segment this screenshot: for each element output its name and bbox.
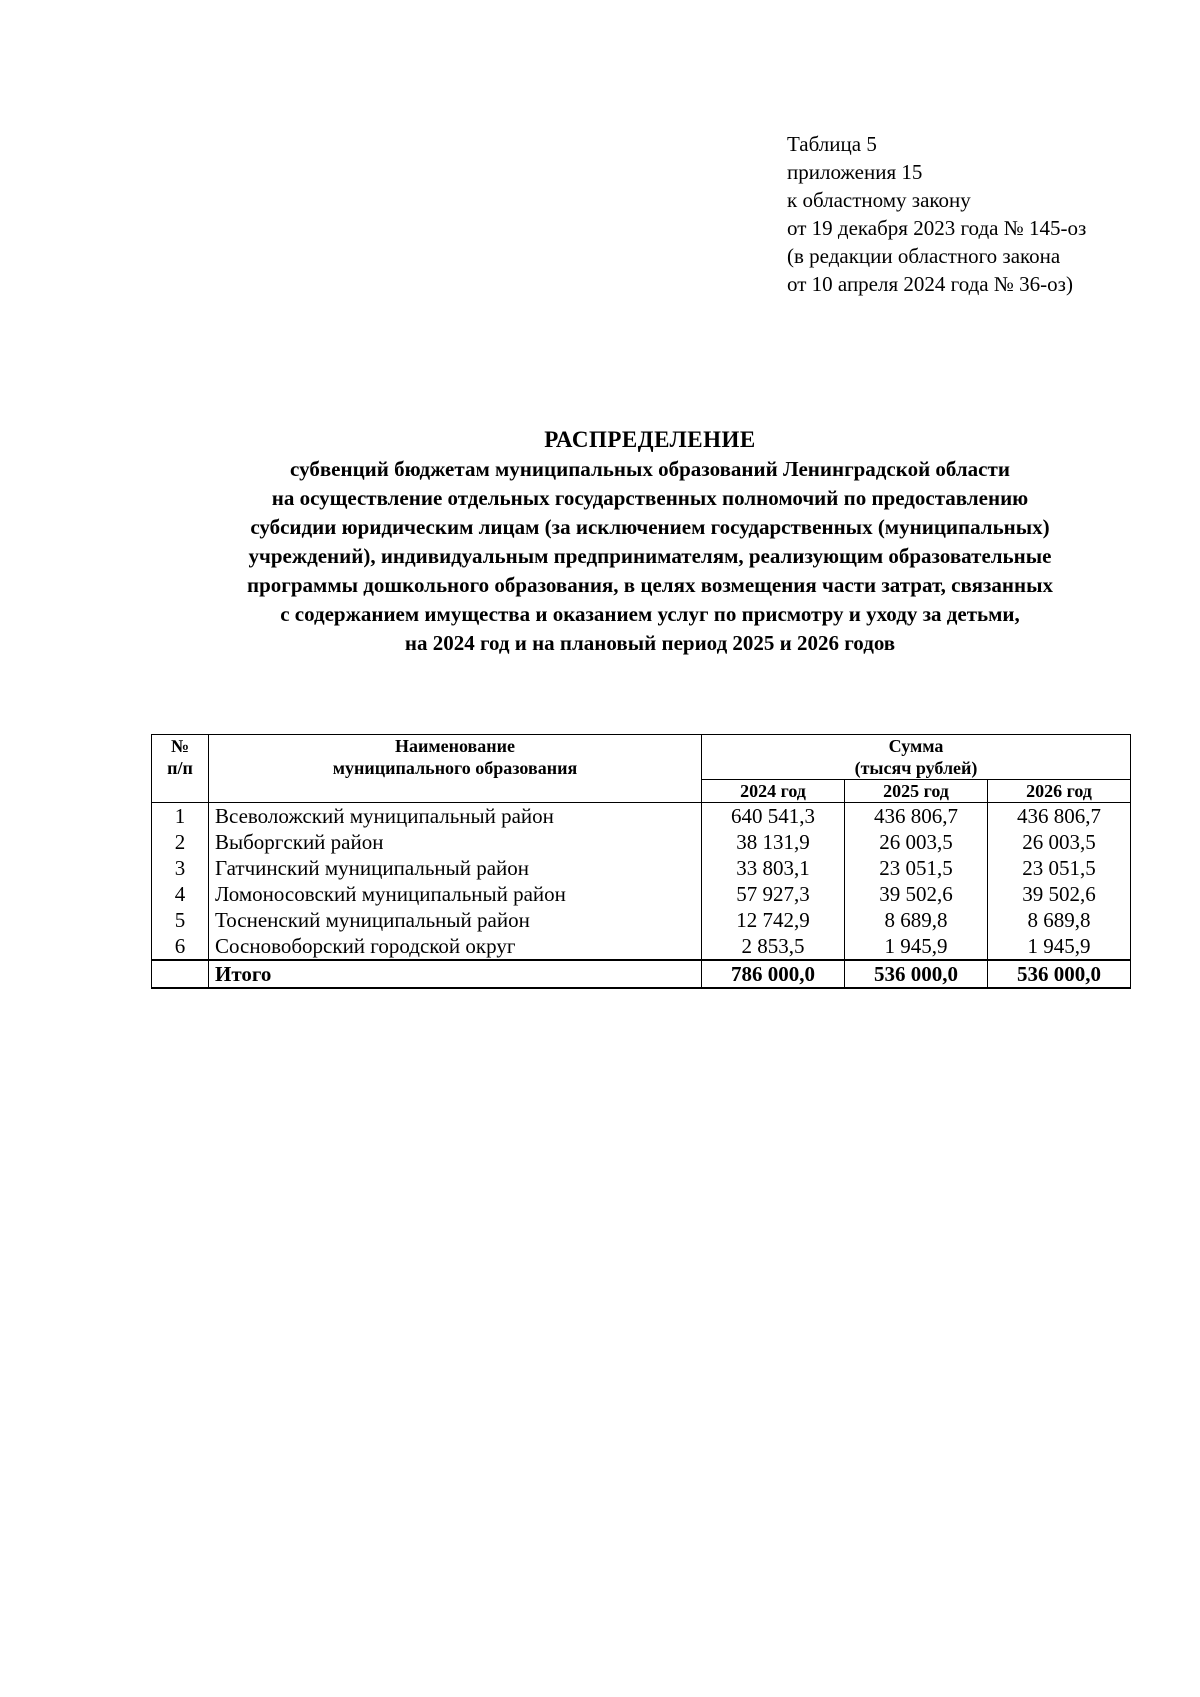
table-row [152,803,1131,830]
row-value-2024: 33 803,1 [702,855,845,881]
table-total-row [152,960,1131,988]
row-municipality: Тосненский муниципальный район [209,907,702,933]
row-value-2026: 8 689,8 [988,907,1131,933]
row-value-2025: 26 003,5 [845,829,988,855]
row-value-2026: 39 502,6 [988,881,1131,907]
header-year-2024: 2024 год [702,780,845,803]
row-value-2024: 38 131,9 [702,829,845,855]
row-municipality: Гатчинский муниципальный район [209,855,702,881]
row-value-2025: 39 502,6 [845,881,988,907]
table-row [152,907,1131,933]
row-number: 6 [152,933,209,960]
title-line-2: на осуществление отдельных государственных полномочий по предоставлению [271,486,1029,510]
row-value-2025: 23 051,5 [845,855,988,881]
document-title [60,425,1200,658]
row-number: 2 [152,829,209,855]
header-line-law-date: от 19 декабря 2023 года № 145-оз [787,216,1087,240]
row-value-2024: 12 742,9 [702,907,845,933]
title-line-4: учреждений), индивидуальным предпринимателям, реализующим образовательные [248,544,1052,568]
row-number: 3 [152,855,209,881]
title-main: РАСПРЕДЕЛЕНИЕ [544,427,756,452]
row-municipality: Ломоносовский муниципальный район [209,881,702,907]
header-line-appendix: приложения 15 [787,160,923,184]
row-value-2024: 2 853,5 [702,933,845,960]
total-number [152,960,209,988]
row-value-2025: 436 806,7 [845,803,988,830]
row-value-2024: 640 541,3 [702,803,845,830]
title-line-5: программы дошкольного образования, в целях возмещения части затрат, связанных [247,573,1053,597]
row-value-2026: 436 806,7 [988,803,1131,830]
row-value-2026: 1 945,9 [988,933,1131,960]
row-municipality: Сосновоборский городской округ [209,933,702,960]
table-row [152,829,1131,855]
row-value-2024: 57 927,3 [702,881,845,907]
header-line-table-number: Таблица 5 [787,132,877,156]
row-number: 5 [152,907,209,933]
title-line-7: на 2024 год и на плановый период 2025 и 2026 годов [404,631,896,655]
table-row [152,933,1131,960]
header-year-2026: 2026 год [988,780,1131,803]
row-value-2025: 8 689,8 [845,907,988,933]
header-municipality: Наименование муниципального образования [209,735,702,803]
row-municipality: Выборгский район [209,829,702,855]
header-line-edition: (в редакции областного закона [787,244,1061,268]
header-line-edition-date: от 10 апреля 2024 года № 36-оз) [787,272,1073,296]
distribution-table [151,734,1131,989]
total-value-2024: 786 000,0 [702,960,845,988]
row-value-2025: 1 945,9 [845,933,988,960]
title-line-3: субсидии юридическим лицам (за исключением государственных (муниципальных) [250,515,1050,539]
header-sum: Сумма (тысяч рублей) [702,735,1131,780]
row-number: 4 [152,881,209,907]
header-number: № п/п [152,735,209,803]
header-line-law-ref: к областному закону [787,188,971,212]
title-line-1: субвенций бюджетам муниципальных образований Ленинградской области [290,457,1010,481]
header-year-2025: 2025 год [845,780,988,803]
row-number: 1 [152,803,209,830]
table-row [152,855,1131,881]
table-row [152,881,1131,907]
row-value-2026: 23 051,5 [988,855,1131,881]
total-value-2026: 536 000,0 [988,960,1131,988]
table-header-row [152,735,1131,780]
total-label: Итого [209,960,702,988]
row-municipality: Всеволожский муниципальный район [209,803,702,830]
title-line-6: с содержанием имущества и оказанием услуг по присмотру и уходу за детьми, [280,602,1020,626]
total-value-2025: 536 000,0 [845,960,988,988]
document-header [787,130,1167,298]
row-value-2026: 26 003,5 [988,829,1131,855]
